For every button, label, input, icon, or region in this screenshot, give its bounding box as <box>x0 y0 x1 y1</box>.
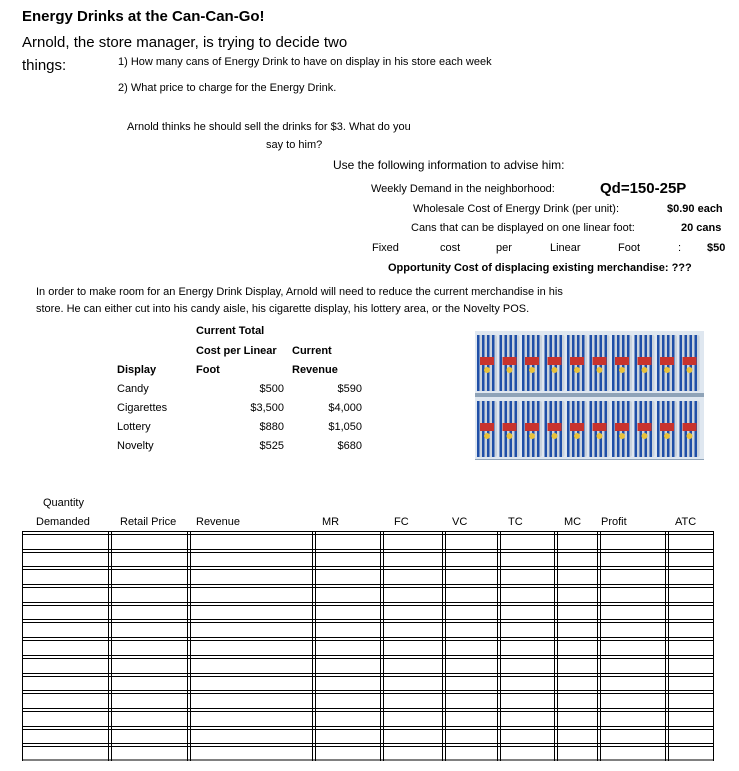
ws-header-demanded: Demanded <box>36 516 90 528</box>
can-stripe <box>500 335 503 391</box>
info-heading: Use the following information to advise him: <box>333 158 565 172</box>
cans-label: Cans that can be displayed on one linear foot: <box>411 222 635 234</box>
thinks-line-1: Arnold thinks he should sell the drinks for $3. What do you <box>127 121 411 133</box>
intro-line-1: Arnold, the store manager, is trying to decide two <box>22 34 348 51</box>
fixed-value: $50 <box>707 242 726 254</box>
ws-header-mr: MR <box>322 516 340 528</box>
can-sun <box>574 433 580 439</box>
display-name: Lottery <box>117 421 151 433</box>
can-sun <box>597 367 603 373</box>
header-cost-per-linear: Cost per Linear <box>196 345 277 357</box>
ws-header-mc: MC <box>564 516 582 528</box>
room-line-2: store. He can either cut into his candy aisle, his cigarette display, his lottery area, or the Novelty POS. <box>36 303 530 315</box>
can-sun <box>574 367 580 373</box>
display-revenue: $4,000 <box>328 402 362 414</box>
display-revenue: $680 <box>337 440 362 452</box>
display-name: Candy <box>117 383 149 395</box>
display-name: Cigarettes <box>117 402 168 414</box>
can-sun <box>552 367 558 373</box>
can-logo <box>525 423 539 431</box>
can-logo <box>660 357 674 365</box>
opportunity-cost: Opportunity Cost of displacing existing merchandise: ??? <box>388 262 692 274</box>
can-stripe <box>635 401 638 457</box>
can-logo <box>503 357 517 365</box>
can-sun <box>642 367 648 373</box>
can-sun <box>664 367 670 373</box>
fixed-word: : <box>678 242 682 254</box>
question-1: 1) How many cans of Energy Drink to have on display in his store each week <box>118 56 492 68</box>
display-name: Novelty <box>117 440 154 452</box>
ws-header-revenue: Revenue <box>196 516 241 528</box>
intro-line-2: things: <box>22 57 67 74</box>
can-logo <box>683 423 697 431</box>
can-sun <box>507 433 513 439</box>
can-logo <box>480 423 494 431</box>
can-sun <box>687 433 693 439</box>
can-sun <box>484 367 490 373</box>
ws-header-vc: VC <box>452 516 468 528</box>
can-logo <box>593 423 607 431</box>
can-sun <box>507 367 513 373</box>
can-logo <box>570 423 584 431</box>
header-foot: Foot <box>196 364 220 376</box>
can-stripe <box>522 335 525 391</box>
fixed-word: per <box>496 242 512 254</box>
can-logo <box>660 423 674 431</box>
can-sun <box>597 433 603 439</box>
can-stripe <box>545 335 548 391</box>
can-sun <box>619 367 625 373</box>
can-stripe <box>680 401 683 457</box>
ws-header-atc: ATC <box>675 516 697 528</box>
can-sun <box>687 367 693 373</box>
can-stripe <box>545 401 548 457</box>
ws-header-fc: FC <box>394 516 409 528</box>
can-sun <box>642 433 648 439</box>
fixed-word: Fixed <box>372 242 399 254</box>
can-stripe <box>567 335 570 391</box>
can-logo <box>548 423 562 431</box>
can-stripe <box>657 401 660 457</box>
can-stripe <box>590 401 593 457</box>
can-logo <box>548 357 562 365</box>
can-logo <box>525 357 539 365</box>
can-stripe <box>657 335 660 391</box>
can-stripe <box>477 335 480 391</box>
can-logo <box>593 357 607 365</box>
can-sun <box>529 367 535 373</box>
can-logo <box>638 357 652 365</box>
display-cost: $3,500 <box>250 402 284 414</box>
wholesale-label: Wholesale Cost of Energy Drink (per unit): <box>413 203 620 215</box>
energy-drink-cans-image <box>475 331 704 460</box>
can-sun <box>552 433 558 439</box>
display-revenue: $1,050 <box>328 421 362 433</box>
wholesale-value: $0.90 each <box>667 203 723 215</box>
fixed-word: cost <box>440 242 461 254</box>
display-revenue: $590 <box>337 383 362 395</box>
can-sun <box>619 433 625 439</box>
can-logo <box>503 423 517 431</box>
display-cost: $525 <box>259 440 284 452</box>
demand-label: Weekly Demand in the neighborhood: <box>371 183 555 195</box>
fixed-word: Linear <box>550 242 581 254</box>
ws-header-tc: TC <box>508 516 523 528</box>
thinks-line-2: say to him? <box>266 139 323 151</box>
fixed-word: Foot <box>618 242 641 254</box>
can-stripe <box>590 335 593 391</box>
can-stripe <box>680 335 683 391</box>
can-stripe <box>567 401 570 457</box>
ws-header-retail-price: Retail Price <box>120 516 177 528</box>
shelf-edge <box>475 393 704 397</box>
page-title: Energy Drinks at the Can-Can-Go! <box>22 8 265 25</box>
header-current-total: Current Total <box>196 325 265 337</box>
can-stripe <box>477 401 480 457</box>
ws-header-quantity: Quantity <box>43 497 84 509</box>
can-logo <box>480 357 494 365</box>
shelf-edge <box>475 459 704 460</box>
can-stripe <box>522 401 525 457</box>
worksheet-grid <box>22 531 714 761</box>
can-stripe <box>500 401 503 457</box>
can-logo <box>615 423 629 431</box>
cans-value: 20 cans <box>681 222 722 234</box>
header-current: Current <box>292 345 332 357</box>
can-sun <box>484 433 490 439</box>
header-revenue: Revenue <box>292 364 338 376</box>
can-logo <box>570 357 584 365</box>
can-stripe <box>612 401 615 457</box>
demand-value: Qd=150-25P <box>600 180 687 197</box>
can-sun <box>529 433 535 439</box>
ws-header-profit: Profit <box>601 516 627 528</box>
display-cost: $500 <box>259 383 284 395</box>
can-logo <box>683 357 697 365</box>
can-stripe <box>612 335 615 391</box>
header-display: Display <box>117 364 157 376</box>
can-sun <box>664 433 670 439</box>
can-logo <box>615 357 629 365</box>
room-line-1: In order to make room for an Energy Drink Display, Arnold will need to reduce the current merchandise in his <box>36 286 563 298</box>
display-cost: $880 <box>259 421 284 433</box>
can-stripe <box>635 335 638 391</box>
question-2: 2) What price to charge for the Energy Drink. <box>118 82 337 94</box>
can-logo <box>638 423 652 431</box>
